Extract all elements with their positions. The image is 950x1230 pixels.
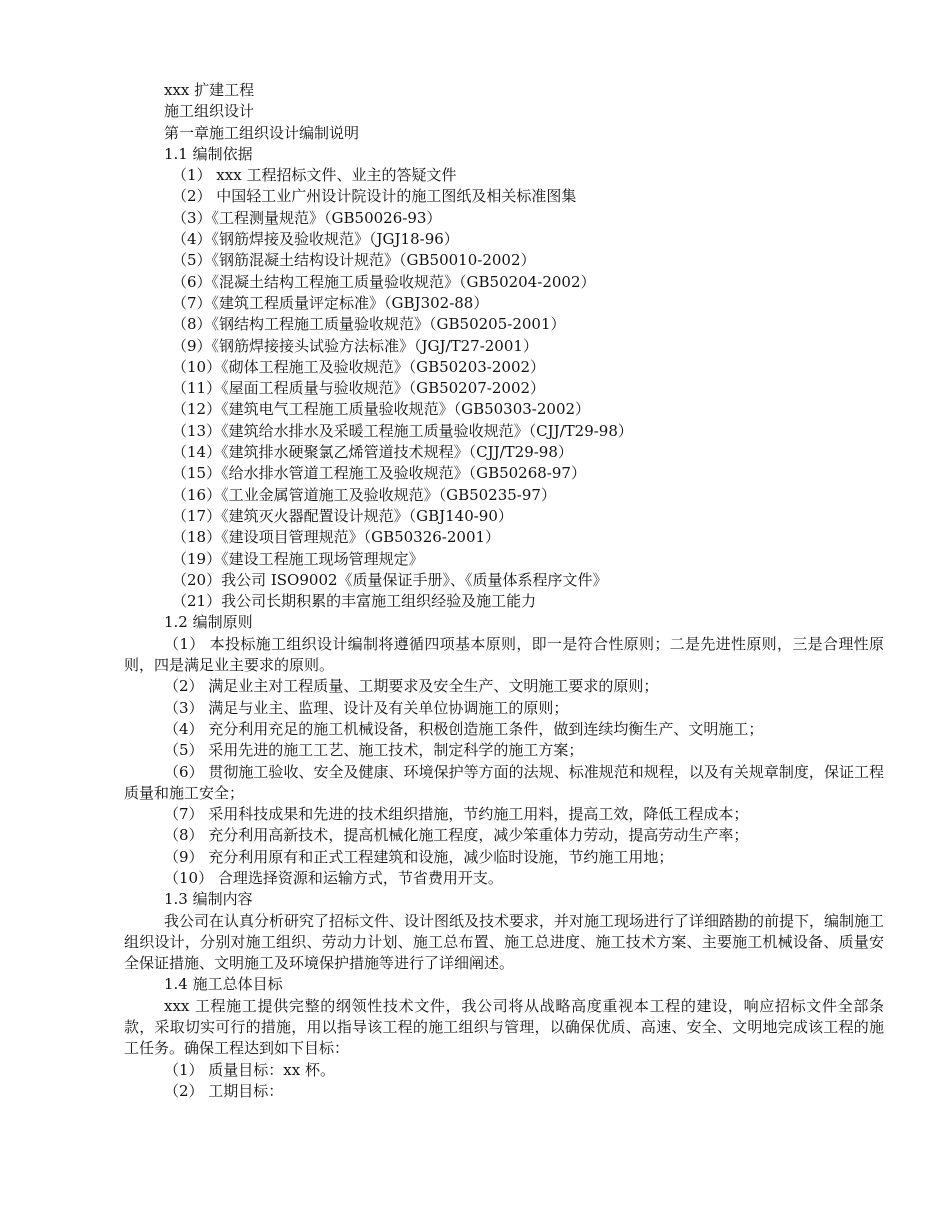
list-item: （10）《砌体工程施工及验收规范》（GB50203-2002） — [172, 357, 546, 376]
section-heading-1-2: 1.2 编制原则 — [164, 613, 253, 632]
principle-paragraph: （8） 充分利用高新技术，提高机械化施工程度，减少笨重体力劳动，提高劳动生产率； — [164, 826, 749, 845]
list-item: （17）《建筑灭火器配置设计规范》（GBJ140-90） — [172, 506, 513, 525]
section-heading-1-4: 1.4 施工总体目标 — [164, 975, 283, 994]
principle-paragraph: （10） 合理选择资源和运输方式，节省费用开支。 — [164, 868, 503, 887]
list-item: （20）我公司 ISO9002《质量保证手册》、《质量体系程序文件》 — [172, 570, 608, 589]
list-item: （2） 中国轻工业广州设计院设计的施工图纸及相关标准图集 — [172, 187, 577, 206]
principle-paragraph: （9） 充分利用原有和正式工程建筑和设施，减少临时设施，节约施工用地； — [164, 847, 674, 866]
section-heading-1-3: 1.3 编制内容 — [164, 890, 253, 909]
project-title: xxx 扩建工程 — [164, 81, 255, 99]
list-item: （21）我公司长期积累的丰富施工组织经验及施工能力 — [172, 592, 537, 611]
section-body-1-4: xxx 工程施工提供完整的纲领性技术文件，我公司将从战略高度重视本工程的建设，响应招标文件全部条款，采取切实可行的措施，用以指导该工程的施工组织与管理，以确保优质、高速、安全、文明地完成该工程的施工任务。确保工程达到如下目标： — [124, 996, 884, 1058]
principle-paragraph: （5） 采用先进的施工工艺、施工技术，制定科学的施工方案； — [164, 741, 584, 760]
list-item: （13）《建筑给水排水及采暖工程施工质量验收规范》（CJJ/T29-98） — [172, 421, 633, 440]
list-item: （16）《工业金属管道施工及验收规范》（GB50235-97） — [172, 485, 556, 504]
document-title: 施工组织设计 — [164, 102, 255, 121]
list-item: （12）《建筑电气工程施工质量验收规范》（GB50303-2002） — [172, 400, 591, 419]
target-item: （1） 质量目标：xx 杯。 — [164, 1060, 335, 1079]
principle-paragraph: （7） 采用科技成果和先进的技术组织措施，节约施工用料，提高工效，降低工程成本； — [164, 805, 749, 824]
list-item: （11）《屋面工程质量与验收规范》（GB50207-2002） — [172, 379, 546, 398]
list-item: （14）《建筑排水硬聚氯乙烯管道技术规程》（CJJ/T29-98） — [172, 443, 573, 462]
principle-paragraph: （4） 充分利用充足的施工机械设备，积极创造施工条件，做到连续均衡生产、文明施工； — [164, 719, 764, 738]
principle-paragraph: （6） 贯彻施工验收、安全及健康、环境保护等方面的法规、标准规范和规程，以及有关规章制度，保证工程质量和施工安全； — [124, 762, 884, 802]
list-item: （19）《建设工程施工现场管理规定》 — [172, 549, 424, 568]
list-item: （5）《钢筋混凝土结构设计规范》（GB50010-2002） — [172, 251, 536, 270]
principle-paragraph: （3） 满足与业主、监理、设计及有关单位协调施工的原则； — [164, 698, 569, 717]
list-item: （8）《钢结构工程施工质量验收规范》（GB50205-2001） — [172, 315, 566, 334]
list-item: （1） xxx 工程招标文件、业主的答疑文件 — [172, 166, 457, 185]
target-item: （2） 工期目标： — [164, 1081, 284, 1100]
principle-paragraph: （1） 本投标施工组织设计编制将遵循四项基本原则，即一是符合性原则；二是先进性原则，三是合理性原则，四是满足业主要求的原则。 — [124, 634, 884, 675]
document-body — [124, 80, 884, 1102]
list-item: （6）《混凝土结构工程施工质量验收规范》（GB50204-2002） — [172, 272, 596, 291]
list-item: （15）《给水排水管道工程施工及验收规范》（GB50268-97） — [172, 464, 586, 483]
chapter-title: 第一章施工组织设计编制说明 — [164, 123, 360, 142]
list-item: （3）《工程测量规范》（GB50026-93） — [172, 208, 442, 227]
basis-list — [124, 165, 884, 612]
list-item: （18）《建设项目管理规范》（GB50326-2001） — [172, 528, 501, 547]
section-body-1-3: 我公司在认真分析研究了招标文件、设计图纸及技术要求，并对施工现场进行了详细踏勘的前提下，编制施工组织设计，分别对施工组织、劳动力计划、施工总布置、施工总进度、施工技术方案、主要施工机械设备、质量安全保证措施、文明施工及环境保护措施等进行了详细阐述。 — [124, 911, 885, 973]
principle-paragraph: （2） 满足业主对工程质量、工期要求及安全生产、文明施工要求的原则； — [164, 677, 659, 696]
section-heading-1-1: 1.1 编制依据 — [164, 144, 253, 163]
list-item: （4）《钢筋焊接及验收规范》（JGJ18-96） — [172, 230, 459, 249]
list-item: （9）《钢筋焊接接头试验方法标准》（JGJ/T27-2001） — [172, 336, 538, 355]
list-item: （7）《建筑工程质量评定标准》（GBJ302-88） — [172, 293, 489, 312]
